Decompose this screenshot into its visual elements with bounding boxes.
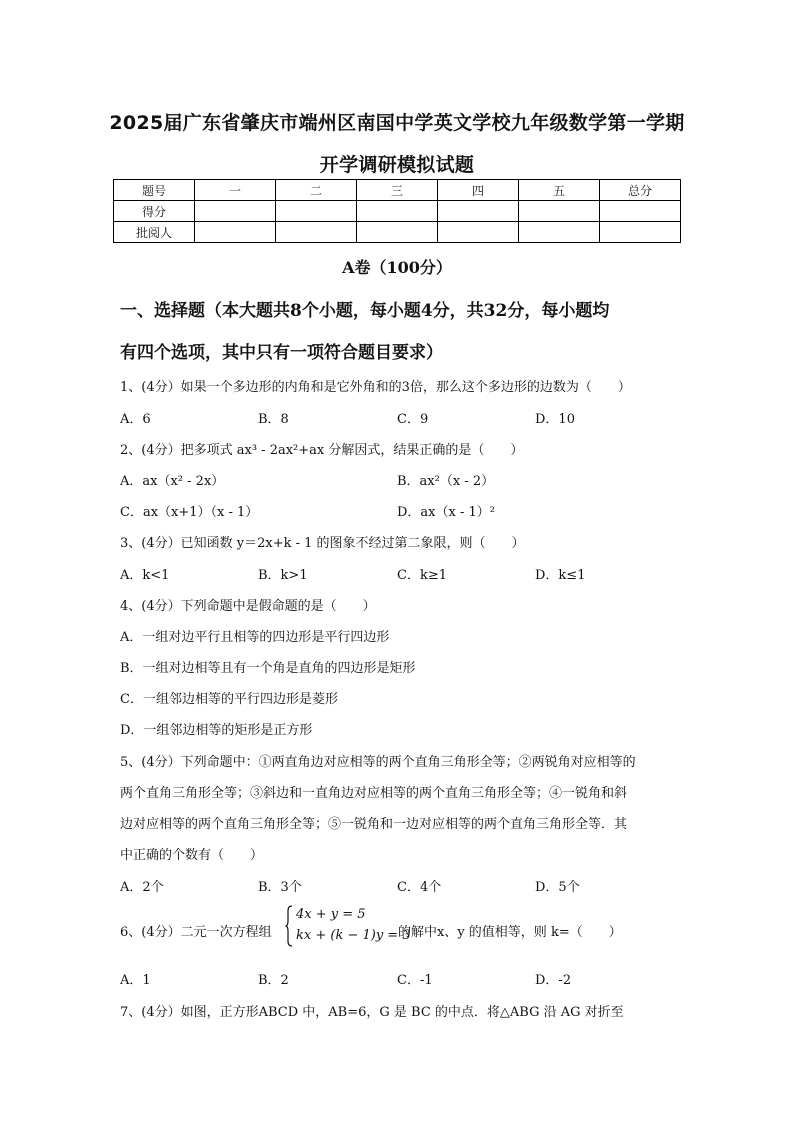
- question-5-option-a[interactable]: A．2个: [120, 880, 164, 895]
- question-6-prefix: 6、(4分）二元一次方程组: [120, 925, 272, 940]
- question-2-stem: 2、(4分）把多项式 ax³ - 2ax²+ax 分解因式，结果正确的是（ ）: [120, 443, 524, 458]
- question-2-option-c[interactable]: C．ax（x+1）（x - 1）: [120, 505, 259, 520]
- question-2-option-a[interactable]: A．ax（x² - 2x）: [120, 474, 225, 489]
- score-cell[interactable]: [600, 201, 681, 222]
- equation-brace-icon: [285, 905, 293, 947]
- score-cell[interactable]: [438, 222, 519, 243]
- question-1-option-a[interactable]: A．6: [120, 412, 151, 427]
- score-cell[interactable]: [357, 201, 438, 222]
- equation-1: 4x + y = 5: [296, 907, 366, 922]
- question-4-option-a[interactable]: A．一组对边平行且相等的四边形是平行四边形: [120, 630, 390, 645]
- score-row-label: 得分: [114, 201, 195, 222]
- score-table-header-row: [114, 180, 681, 201]
- question-5-option-c[interactable]: C．4个: [397, 880, 442, 895]
- question-3-option-c[interactable]: C．k≥1: [397, 568, 447, 583]
- question-5-stem-line2: 两个直角三角形全等；③斜边和一直角边对应相等的两个直角三角形全等；④一锐角和斜: [120, 786, 628, 801]
- score-cell[interactable]: [600, 222, 681, 243]
- score-table-row: [114, 222, 681, 243]
- equation-2: kx + (k − 1)y = 3: [296, 928, 411, 943]
- question-4-option-b[interactable]: B．一组对边相等且有一个角是直角的四边形是矩形: [120, 661, 416, 676]
- question-4-option-d[interactable]: D．一组邻边相等的矩形是正方形: [120, 723, 313, 738]
- question-1-stem: 1、(4分）如果一个多边形的内角和是它外角和的3倍，那么这个多边形的边数为（ ）: [120, 380, 631, 395]
- question-5-stem-line4: 中正确的个数有（ ）: [120, 848, 264, 863]
- exam-title-line2: 开学调研模拟试题: [319, 154, 475, 176]
- score-header-cell: 三: [357, 180, 438, 201]
- question-5-stem-line1: 5、(4分）下列命题中：①两直角边对应相等的两个直角三角形全等；②两锐角对应相等的: [120, 755, 636, 770]
- question-2-option-b[interactable]: B．ax²（x - 2）: [397, 474, 495, 489]
- question-6-option-d[interactable]: D．-2: [535, 973, 572, 988]
- section1-heading-line2: 有四个选项，其中只有一项符合题目要求）: [120, 343, 443, 363]
- question-6-suffix: 的解中x、y 的值相等，则 k=（ ）: [398, 925, 622, 940]
- score-table: [113, 179, 681, 243]
- question-3-stem: 3、(4分）已知函数 y＝2x+k - 1 的图象不经过第二象限，则（ ）: [120, 536, 525, 551]
- question-3-option-d[interactable]: D．k≤1: [535, 568, 586, 583]
- score-header-cell: 一: [195, 180, 276, 201]
- question-3-option-a[interactable]: A．k<1: [120, 568, 170, 583]
- question-5-stem-line3: 边对应相等的两个直角三角形全等；⑤一锐角和一边对应相等的两个直角三角形全等．其: [120, 817, 628, 832]
- score-header-cell: 四: [438, 180, 519, 201]
- score-cell[interactable]: [195, 201, 276, 222]
- exam-title-line1: 2025届广东省肇庆市端州区南国中学英文学校九年级数学第一学期: [109, 112, 685, 134]
- question-1-option-c[interactable]: C．9: [397, 412, 429, 427]
- score-cell[interactable]: [519, 222, 600, 243]
- score-cell[interactable]: [438, 201, 519, 222]
- score-header-cell: 五: [519, 180, 600, 201]
- question-2-option-d[interactable]: D．ax（x - 1）²: [397, 505, 495, 520]
- score-table-row: [114, 201, 681, 222]
- section-a-heading: A卷（100分）: [342, 258, 452, 277]
- question-3-option-b[interactable]: B．k>1: [258, 568, 308, 583]
- score-header-cell: 总分: [600, 180, 681, 201]
- question-1-option-d[interactable]: D．10: [535, 412, 575, 427]
- score-cell[interactable]: [276, 222, 357, 243]
- question-1-option-b[interactable]: B．8: [258, 412, 289, 427]
- score-header-cell: 二: [276, 180, 357, 201]
- question-6-option-b[interactable]: B．2: [258, 973, 289, 988]
- question-5-option-d[interactable]: D．5个: [535, 880, 580, 895]
- score-cell[interactable]: [276, 201, 357, 222]
- question-6-option-c[interactable]: C．-1: [397, 973, 433, 988]
- score-cell[interactable]: [195, 222, 276, 243]
- section1-heading-line1: 一、选择题（本大题共8个小题，每小题4分，共32分，每小题均: [120, 301, 610, 321]
- score-row-label: 批阅人: [114, 222, 195, 243]
- question-7-stem: 7、(4分）如图，正方形ABCD 中，AB=6，G 是 BC 的中点．将△ABG 沿 AG 对折至: [120, 1005, 624, 1020]
- score-cell[interactable]: [357, 222, 438, 243]
- score-cell[interactable]: [519, 201, 600, 222]
- question-4-stem: 4、(4分）下列命题中是假命题的是（ ）: [120, 599, 376, 614]
- question-6-option-a[interactable]: A．1: [120, 973, 151, 988]
- question-4-option-c[interactable]: C．一组邻边相等的平行四边形是菱形: [120, 692, 338, 707]
- question-5-option-b[interactable]: B．3个: [258, 880, 302, 895]
- score-header-cell: 题号: [114, 180, 195, 201]
